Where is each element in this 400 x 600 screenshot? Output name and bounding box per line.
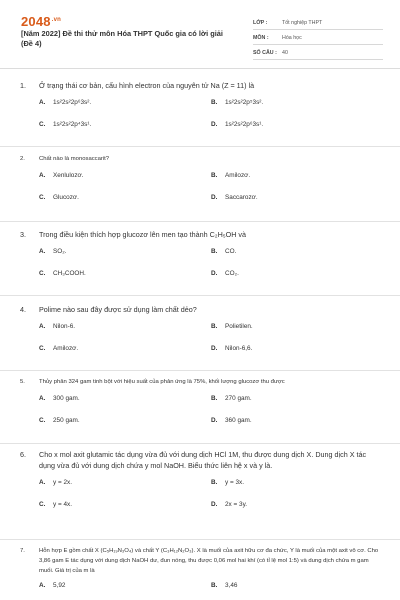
option-d[interactable]: D. 1s²2s²2p⁶3s¹.	[211, 121, 264, 128]
option-a[interactable]: A. 5,92	[39, 582, 66, 589]
question-separator	[0, 539, 400, 540]
exam-title: [Năm 2022] Đề thi thử môn Hóa THPT Quốc gia có lời giải (Đề 4)	[21, 29, 223, 48]
question-separator	[0, 295, 400, 296]
option-c[interactable]: C. 250 gam.	[39, 417, 80, 424]
question-5	[20, 377, 382, 427]
question-2	[20, 154, 382, 204]
option-a[interactable]: A. y = 2x.	[39, 479, 73, 486]
document-header	[0, 0, 400, 62]
option-c[interactable]: C. CH₃COOH.	[39, 270, 86, 277]
option-c[interactable]: C. Amilozơ.	[39, 345, 79, 352]
question-text: 3. Trong điều kiện thích hợp glucozơ lên men tạo thành C₂H₅OH và	[20, 230, 247, 239]
option-d[interactable]: D. CO₂.	[211, 270, 239, 277]
meta-subject: MÔN : Hóa học	[253, 31, 383, 45]
options	[39, 164, 382, 204]
question-separator	[0, 221, 400, 222]
option-a[interactable]: A. Nilon-6.	[39, 323, 76, 330]
option-b[interactable]: B. CO.	[211, 248, 237, 255]
option-a[interactable]: A. Xenlulozơ.	[39, 172, 84, 179]
question-3	[20, 229, 382, 280]
option-d[interactable]: D. 360 gam.	[211, 417, 252, 424]
question-separator	[0, 443, 400, 444]
option-b[interactable]: B. y = 3x.	[211, 479, 245, 486]
meta-question-count: SỐ CÂU : 40	[253, 46, 383, 60]
exam-meta	[253, 16, 383, 61]
option-a[interactable]: A. SO₂.	[39, 248, 67, 255]
option-d[interactable]: D. Saccarozơ.	[211, 194, 258, 201]
question-7	[20, 546, 382, 590]
options	[39, 240, 382, 280]
option-b[interactable]: B. 1s²2s²2p⁵3s².	[211, 99, 264, 106]
option-d[interactable]: D. 2x = 3y.	[211, 501, 248, 508]
question-4	[20, 304, 382, 355]
options	[39, 576, 382, 590]
option-c[interactable]: C. 1s²2s²2p⁴3s¹.	[39, 121, 92, 128]
option-a[interactable]: A. 1s²2s²2p⁶3s².	[39, 99, 92, 106]
question-text: 6. Cho x mol axit glutamic tác dụng vừa đủ với dung dịch HCl 1M, thu được dung dịch X. Dung dịch X tác dụng vừa đủ với dung dịch chứa y mol NaOH. Biểu thức liên hệ x và y là.	[20, 450, 367, 470]
question-text: 5. Thủy phân 324 gam tinh bột với hiệu suất của phản ứng là 75%, khối lượng glucozơ thu được	[20, 379, 285, 385]
question-1	[20, 80, 382, 131]
option-b[interactable]: B. 270 gam.	[211, 395, 252, 402]
brand-logo[interactable]: $2048^{.vn}$	[21, 14, 62, 29]
question-text: 4. Polime nào sau đây được sử dụng làm chất dẻo?	[20, 305, 197, 314]
question-text: 7. Hỗn hợp E gồm chất X (C₅H₁₉N₃O₄) và chất Y (C₃H₁₂N₂O₃). X là muối của axit hữu cơ đa chức, Y là muối của một axit vô cơ. Cho 3,86 gam E tác dụng với dung dịch NaOH dư, đun nóng, thu được 0,06 mol hai khí (có tỉ lệ mol 1:5) và dung dịch chứa m gam muối. Giá trị của m là	[20, 548, 379, 574]
question-6	[20, 449, 382, 511]
question-text: 2. Chất nào là monosaccarit?	[20, 156, 110, 162]
question-separator	[0, 370, 400, 371]
option-d[interactable]: D. Nilon-6,6.	[211, 345, 253, 352]
options	[39, 315, 382, 355]
option-c[interactable]: C. y = 4x.	[39, 501, 73, 508]
meta-class: LỚP : Tốt nghiệp THPT	[253, 16, 383, 30]
options	[39, 387, 382, 427]
option-b[interactable]: B. Polietilen.	[211, 323, 253, 330]
option-b[interactable]: B. Amilozơ.	[211, 172, 251, 179]
option-a[interactable]: A. 300 gam.	[39, 395, 80, 402]
question-separator	[0, 146, 400, 147]
question-text: 1. Ở trạng thái cơ bản, cấu hình electron của nguyên tử Na (Z = 11) là	[20, 81, 255, 90]
header-divider	[0, 68, 400, 69]
options	[39, 91, 382, 131]
option-b[interactable]: B. 3,46	[211, 582, 238, 589]
option-c[interactable]: C. Glucozơ.	[39, 194, 79, 201]
options	[39, 471, 382, 511]
